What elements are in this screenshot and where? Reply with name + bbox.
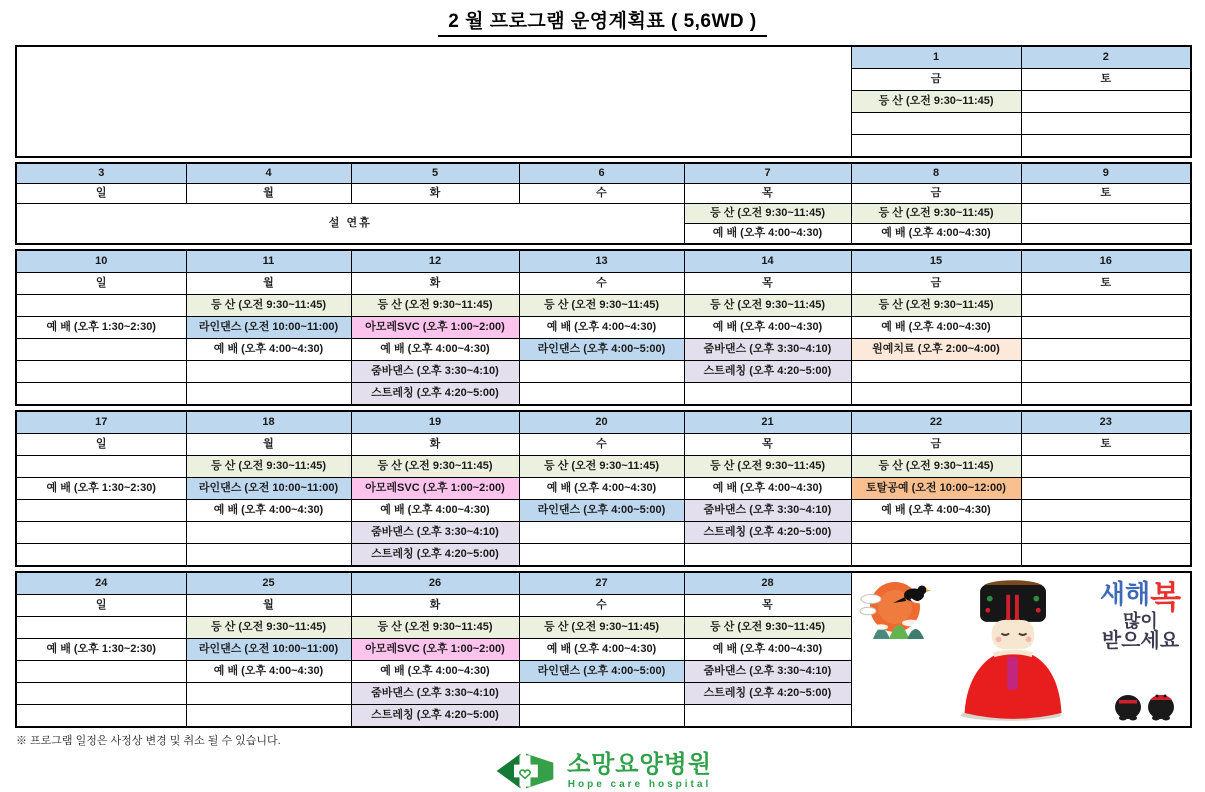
weekday-cell: 토 [1021, 184, 1191, 204]
schedule-cell [16, 361, 186, 383]
schedule-cell: 예 배 (오후 4:00~4:30) [684, 317, 851, 339]
hospital-logo [0, 750, 1205, 792]
schedule-cell: 토탈공예 (오전 10:00~12:00) [851, 478, 1021, 500]
hospital-name: 소망요양병원 [566, 750, 713, 778]
weekday-cell: 화 [351, 595, 519, 617]
greeting-mani: 많이 [1123, 611, 1158, 632]
schedule-cell [851, 522, 1021, 544]
weekday-cell: 목 [684, 273, 851, 295]
weekday-cell: 월 [186, 595, 351, 617]
schedule-cell [1021, 224, 1191, 245]
weekday-cell: 일 [16, 273, 186, 295]
schedule-cell: 등 산 (오전 9:30~11:45) [351, 456, 519, 478]
weekday-cell: 목 [684, 595, 851, 617]
schedule-cell [519, 522, 684, 544]
date-cell: 11 [186, 250, 351, 273]
schedule-cell [186, 383, 351, 406]
schedule-cell [16, 295, 186, 317]
schedule-cell: 등 산 (오전 9:30~11:45) [851, 295, 1021, 317]
weekday-cell: 수 [519, 184, 684, 204]
weekday-cell: 토 [1021, 69, 1191, 91]
schedule-cell [186, 705, 351, 728]
schedule-cell: 등 산 (오전 9:30~11:45) [519, 617, 684, 639]
date-cell: 19 [351, 411, 519, 434]
schedule-cell: 예 배 (오후 4:00~4:30) [684, 639, 851, 661]
schedule-cell [1021, 91, 1191, 113]
mini-characters-illustration [1113, 687, 1179, 721]
schedule-cell: 예 배 (오후 4:00~4:30) [851, 500, 1021, 522]
schedule-cell [16, 500, 186, 522]
calendar-week-3 [15, 249, 1192, 406]
weekday-cell: 금 [851, 184, 1021, 204]
newyear-greeting [1099, 578, 1181, 652]
schedule-cell: 예 배 (오후 4:00~4:30) [351, 661, 519, 683]
schedule-cell: 예 배 (오후 4:00~4:30) [684, 478, 851, 500]
schedule-cell [16, 339, 186, 361]
weekday-cell: 화 [351, 273, 519, 295]
schedule-cell [1021, 383, 1191, 406]
schedule-cell: 예 배 (오후 4:00~4:30) [684, 224, 851, 245]
date-cell: 15 [851, 250, 1021, 273]
schedule-cell: 줌바댄스 (오후 3:30~4:10) [351, 522, 519, 544]
schedule-cell [684, 705, 851, 728]
title-bar [0, 6, 1205, 37]
schedule-cell [1021, 295, 1191, 317]
schedule-cell [186, 544, 351, 567]
schedule-cell [519, 705, 684, 728]
schedule-cell: 라인댄스 (오후 4:00~5:00) [519, 500, 684, 522]
schedule-cell: 라인댄스 (오후 4:00~5:00) [519, 339, 684, 361]
schedule-cell: 등 산 (오전 9:30~11:45) [519, 295, 684, 317]
schedule-cell: 라인댄스 (오후 4:00~5:00) [519, 661, 684, 683]
schedule-cell [186, 522, 351, 544]
weekday-cell: 화 [351, 184, 519, 204]
hospital-subtitle: Hope care hospital [567, 778, 712, 790]
schedule-cell: 등 산 (오전 9:30~11:45) [186, 295, 351, 317]
schedule-cell: 등 산 (오전 9:30~11:45) [684, 617, 851, 639]
schedule-cell [1021, 456, 1191, 478]
schedule-cell: 예 배 (오후 1:30~2:30) [16, 639, 186, 661]
schedule-cell: 예 배 (오후 4:00~4:30) [186, 661, 351, 683]
weekday-cell: 목 [684, 184, 851, 204]
schedule-cell [684, 383, 851, 406]
weekday-cell: 목 [684, 434, 851, 456]
date-cell: 13 [519, 250, 684, 273]
sun-magpie-mountains-icon [859, 577, 947, 645]
schedule-cell: 스트레칭 (오후 4:20~5:00) [684, 522, 851, 544]
weekday-cell: 일 [16, 434, 186, 456]
schedule-cell: 예 배 (오후 4:00~4:30) [519, 317, 684, 339]
schedule-cell [519, 383, 684, 406]
schedule-cell: 예 배 (오후 4:00~4:30) [351, 500, 519, 522]
weekday-cell: 금 [851, 273, 1021, 295]
schedule-cell [16, 683, 186, 705]
date-cell: 10 [16, 250, 186, 273]
schedule-cell [16, 456, 186, 478]
schedule-cell: 아모레SVC (오후 1:00~2:00) [351, 639, 519, 661]
date-cell: 6 [519, 163, 684, 184]
page-title: 2 월 프로그램 운영계획표 ( 5,6WD ) [438, 6, 767, 37]
date-cell: 22 [851, 411, 1021, 434]
schedule-cell: 등 산 (오전 9:30~11:45) [186, 456, 351, 478]
schedule-cell: 줌바댄스 (오후 3:30~4:10) [684, 500, 851, 522]
date-cell: 23 [1021, 411, 1191, 434]
date-cell: 9 [1021, 163, 1191, 184]
schedule-disclaimer: ※ 프로그램 일정은 사정상 변경 및 취소 될 수 있습니다. [16, 735, 281, 747]
greeting-bok: 복 [1150, 578, 1181, 615]
date-cell: 24 [16, 572, 186, 595]
schedule-cell [16, 617, 186, 639]
schedule-cell: 라인댄스 (오전 10:00~11:00) [186, 478, 351, 500]
schedule-cell: 예 배 (오후 4:00~4:30) [851, 317, 1021, 339]
schedule-cell [186, 361, 351, 383]
schedule-cell [851, 113, 1021, 135]
date-cell: 5 [351, 163, 519, 184]
schedule-cell: 등 산 (오전 9:30~11:45) [351, 295, 519, 317]
schedule-cell [1021, 522, 1191, 544]
schedule-cell: 스트레칭 (오후 4:20~5:00) [351, 544, 519, 567]
schedule-cell [1021, 339, 1191, 361]
schedule-cell: 예 배 (오후 4:00~4:30) [519, 478, 684, 500]
weekday-cell: 금 [851, 69, 1021, 91]
schedule-cell: 스트레칭 (오후 4:20~5:00) [684, 683, 851, 705]
schedule-cell [1021, 317, 1191, 339]
schedule-cell: 라인댄스 (오전 10:00~11:00) [186, 639, 351, 661]
date-cell: 4 [186, 163, 351, 184]
schedule-cell: 아모레SVC (오후 1:00~2:00) [351, 478, 519, 500]
schedule-cell [1021, 500, 1191, 522]
date-cell: 28 [684, 572, 851, 595]
date-cell: 25 [186, 572, 351, 595]
schedule-cell: 줌바댄스 (오후 3:30~4:10) [684, 661, 851, 683]
schedule-cell: 줌바댄스 (오후 3:30~4:10) [351, 361, 519, 383]
schedule-cell [684, 544, 851, 567]
schedule-cell: 등 산 (오전 9:30~11:45) [684, 204, 851, 224]
schedule-cell [1021, 544, 1191, 567]
weekday-cell: 수 [519, 273, 684, 295]
schedule-cell: 아모레SVC (오후 1:00~2:00) [351, 317, 519, 339]
date-cell: 21 [684, 411, 851, 434]
greeting-badeuseyo: 받으세요 [1101, 629, 1180, 652]
schedule-cell: 원예치료 (오후 2:00~4:00) [851, 339, 1021, 361]
weekday-cell: 일 [16, 595, 186, 617]
weekday-cell: 금 [851, 434, 1021, 456]
schedule-cell: 예 배 (오후 1:30~2:30) [16, 478, 186, 500]
schedule-cell: 스트레칭 (오후 4:20~5:00) [684, 361, 851, 383]
schedule-cell [851, 135, 1021, 158]
schedule-cell: 예 배 (오후 4:00~4:30) [351, 339, 519, 361]
schedule-cell: 등 산 (오전 9:30~11:45) [851, 204, 1021, 224]
schedule-cell: 예 배 (오후 4:00~4:30) [186, 500, 351, 522]
schedule-cell [1021, 478, 1191, 500]
schedule-cell [1021, 113, 1191, 135]
schedule-cell [1021, 361, 1191, 383]
schedule-cell [16, 705, 186, 728]
date-cell: 3 [16, 163, 186, 184]
weekday-cell: 화 [351, 434, 519, 456]
schedule-cell [851, 361, 1021, 383]
newyear-art-cell [851, 572, 1191, 727]
schedule-cell [519, 683, 684, 705]
schedule-cell: 등 산 (오전 9:30~11:45) [851, 456, 1021, 478]
schedule-cell: 등 산 (오전 9:30~11:45) [519, 456, 684, 478]
date-cell: 2 [1021, 46, 1191, 69]
calendar-week-4 [15, 410, 1192, 567]
calendar-week-2 [15, 162, 1192, 245]
greeting-saehae: 새해 [1099, 578, 1151, 609]
date-cell: 26 [351, 572, 519, 595]
schedule-cell: 예 배 (오후 1:30~2:30) [16, 317, 186, 339]
date-cell: 27 [519, 572, 684, 595]
schedule-cell: 등 산 (오전 9:30~11:45) [351, 617, 519, 639]
date-cell: 17 [16, 411, 186, 434]
weekday-cell: 월 [186, 184, 351, 204]
schedule-cell [519, 544, 684, 567]
schedule-cell [519, 361, 684, 383]
schedule-cell [1021, 135, 1191, 158]
calendar-week-1 [15, 45, 1192, 158]
calendar-week-5 [15, 571, 1192, 728]
weekday-cell: 월 [186, 434, 351, 456]
weekday-cell: 토 [1021, 434, 1191, 456]
schedule-cell [851, 544, 1021, 567]
schedule-cell [16, 383, 186, 406]
date-cell: 18 [186, 411, 351, 434]
schedule-cell [186, 683, 351, 705]
hanbok-girl-illustration [951, 577, 1077, 723]
schedule-cell [851, 383, 1021, 406]
date-cell: 1 [851, 46, 1021, 69]
schedule-cell: 예 배 (오후 4:00~4:30) [851, 224, 1021, 245]
schedule-cell [1021, 204, 1191, 224]
schedule-cell: 줌바댄스 (오후 3:30~4:10) [684, 339, 851, 361]
schedule-cell: 스트레칭 (오후 4:20~5:00) [351, 383, 519, 406]
newyear-artwork [853, 575, 1190, 725]
date-cell: 12 [351, 250, 519, 273]
date-cell: 14 [684, 250, 851, 273]
blank-cell [16, 46, 851, 157]
holiday-cell: 설 연휴 [16, 204, 684, 245]
date-cell: 20 [519, 411, 684, 434]
date-cell: 16 [1021, 250, 1191, 273]
hospital-logo-icon [493, 750, 557, 792]
schedule-cell: 줌바댄스 (오후 3:30~4:10) [351, 683, 519, 705]
date-cell: 8 [851, 163, 1021, 184]
weekday-cell: 토 [1021, 273, 1191, 295]
weekday-cell: 일 [16, 184, 186, 204]
weekday-cell: 월 [186, 273, 351, 295]
schedule-cell: 예 배 (오후 4:00~4:30) [519, 639, 684, 661]
schedule-cell: 등 산 (오전 9:30~11:45) [684, 295, 851, 317]
schedule-cell: 예 배 (오후 4:00~4:30) [186, 339, 351, 361]
schedule-cell: 등 산 (오전 9:30~11:45) [186, 617, 351, 639]
weekday-cell: 수 [519, 595, 684, 617]
date-cell: 7 [684, 163, 851, 184]
schedule-cell: 등 산 (오전 9:30~11:45) [684, 456, 851, 478]
schedule-cell [16, 544, 186, 567]
schedule-cell: 등 산 (오전 9:30~11:45) [851, 91, 1021, 113]
schedule-cell [16, 661, 186, 683]
schedule-cell [16, 522, 186, 544]
hospital-logo-text [566, 750, 713, 790]
schedule-cell: 스트레칭 (오후 4:20~5:00) [351, 705, 519, 728]
schedule-cell: 라인댄스 (오전 10:00~11:00) [186, 317, 351, 339]
weekday-cell: 수 [519, 434, 684, 456]
